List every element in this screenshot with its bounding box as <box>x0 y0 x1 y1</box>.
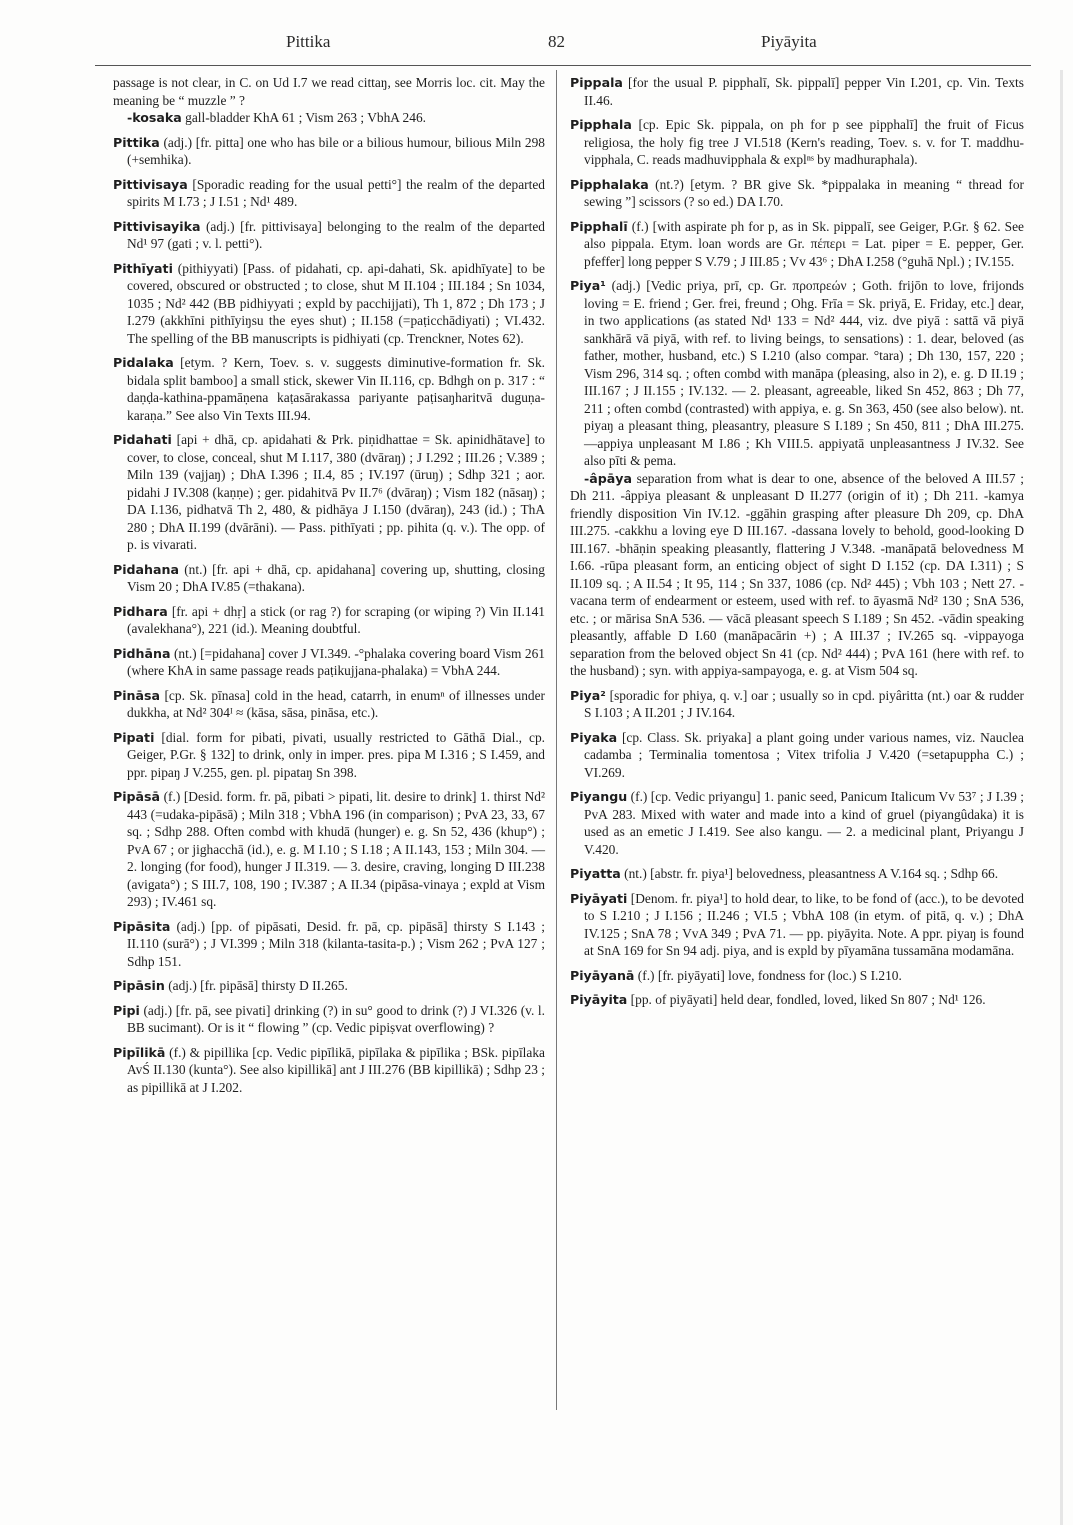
dictionary-entry: Pidhāna (nt.) [=pidahana] cover J VI.349. -°phalaka covering board Vism 261 (where KhA in same passage reads paṭikujjana-phalaka) = VbhA 244. <box>113 645 545 678</box>
headword: Pittivisayika <box>113 218 201 234</box>
dictionary-entry: Piyāyita [pp. of piyāyati] held dear, fondled, loved, liked Sn 807 ; Nd¹ 126. <box>570 992 986 1007</box>
headword: Pittika <box>113 134 160 150</box>
headword: Piyāyanā <box>570 967 635 983</box>
headword: Pināsa <box>113 687 161 703</box>
dictionary-entry: Pittivisayika (adj.) [fr. pittivisaya] belonging to the realm of the departed Nd¹ 97 (gati ; v. l. petti°). <box>113 218 545 251</box>
headword: Piyaka <box>570 729 618 745</box>
column-divider <box>556 70 557 1410</box>
headword: Piyangu <box>570 789 628 804</box>
left-column <box>113 74 545 1103</box>
page-edge-shadow <box>1060 70 1063 1525</box>
left-guide-word: Pittika <box>286 32 331 51</box>
headword: Pidhāna <box>113 645 171 661</box>
dictionary-entry: Piyaka [cp. Class. Sk. priyaka] a plant going under various names, viz. Nauclea cadamba ; Terminalia tomentosa ; Vitex trifolia J V.420 (=setapuppha C.) ; VI.269. <box>570 729 1024 780</box>
headword: Pipphalaka <box>570 176 649 192</box>
dictionary-entry: Pipāsin (adj.) [fr. pipāsā] thirsty D II.265. <box>113 978 348 993</box>
dictionary-entry: Pittivisaya [Sporadic reading for the usual petti°] the realm of the departed spirits M I.73 ; J I.51 ; Nd¹ 489. <box>113 176 545 209</box>
headword: Pidahati <box>113 432 172 447</box>
headword: Pipphalī <box>570 218 628 234</box>
dictionary-entry: Pippala [for the usual P. pipphalī, Sk. pippalī] pepper Vin I.201, cp. Vin. Texts II.46. <box>570 75 1024 108</box>
dictionary-entry: Pidalaka [etym. ? Kern, Toev. s. v. suggests diminutive-formation fr. Sk. bidala split bamboo] a small stick, skewer Vin II.116, cp. Bdhgh on p. 317 : “ daṇḍa-kathina-ppamāṇena kaṭasārakassa pariyante paṭisaŋharitvā duguṇa-karaṇa.” See also Vin Texts III.94. <box>113 355 545 423</box>
right-column <box>570 74 1024 1016</box>
dictionary-entry: Pipphala [cp. Epic Sk. pippala, on ph for p see pipphalī] the fruit of Ficus religiosa, the holy fig tree J VI.518 (Kern's reading, Toev. s. v. for T. maddhu-vipphala, C. reads madhuvipphala & explⁿˢ by madhuraphala). <box>570 117 1024 167</box>
dictionary-entry: Pithīyati (pithiyyati) [Pass. of pidahati, cp. api-dahati, Sk. apidhīyate] to be covered, obscured or obstructed ; to close, shut M II.104 ; III.184 ; Sn 1034, 1035 ; Nd² 442 (BB pidhiyyati ; expld by pacchijjati), Th 1, 872 ; Dh 173 ; J I.279 (akkhīni pithīyiŋsu the eyes shut) ; II.158 (=paṭicchādiyati) ; VI.432. The spelling of the BB manuscripts is pidhiyati (cp. Trenckner, Notes 62). <box>113 260 545 346</box>
headword: Pidalaka <box>113 355 174 370</box>
dictionary-entry: Pidahati [api + dhā, cp. apidahati & Prk. piṇidhattae = Sk. apinidhātave] to cover, to close, conceal, shut M I.117, 380 (dvāraŋ) ; J I.292 ; III.26 ; V.389 ; Miln 139 (vajjaŋ) ; DhA I.396 ; II.4, 85 ; IV.197 (ūruŋ) ; Sdhp 321 ; aor. pidahi J IV.308 (kaṇṇe) ; ger. pidahitvā Pv II.7⁶ (dvāraŋ) ; Vism 182 (nāsaŋ) ; DA I.136, pidhatvā Th 2, 480, & pidhāya J I.150 (dvāraŋ), 243 (id.) ; ThA 280 ; DhA II.199 (dvārāni). — Pass. pithīyati ; pp. pihita (q. v.). The opp. of p. is vivarati. <box>113 432 545 552</box>
dictionary-entry: Pipati [dial. form for pibati, pivati, usually restricted to Gāthā Dial., cp. Geiger, P.Gr. § 132] to drink, only in imper. pres. pipa M I.316 ; S I.459, and ppr. pipaŋ J V.255, gen. pl. pipataŋ Sn 398. <box>113 729 545 780</box>
headword: Piyāyati <box>570 890 628 906</box>
dictionary-entry: Pittika (adj.) [fr. pitta] one who has bile or a bilious humour, bilious Miln 298 (+semhika). <box>113 134 545 167</box>
dictionary-entry: passage is not clear, in C. on Ud I.7 we read cittaŋ, see Morris loc. cit. May the meaning be “ muzzle ” ? <box>113 75 545 108</box>
dictionary-entry: Piya² [sporadic for phiya, q. v.] oar ; usually so in cpd. piyâritta (nt.) oar & rudder S I.103 ; A II.201 ; J IV.164. <box>570 687 1024 720</box>
headword: Pipati <box>113 729 155 745</box>
page-number: 82 <box>548 32 565 51</box>
dictionary-entry: Pipīlikā (f.) & pipillika [cp. Vedic pipīlikā, pipīlaka & pipīlika ; BSk. pipīlaka AvŚ II.130 (kunta°). See also kipillikā] ant J III.276 (BB kipillikā) ; Sdhp 23 ; as pipillikā at J I.202. <box>113 1044 545 1095</box>
headword: Piyāyita <box>570 992 628 1007</box>
dictionary-entry: Pipāsita (adj.) [pp. of pipāsati, Desid. fr. pā, cp. pipāsā] thirsty S I.143 ; II.110 (surā°) ; J VI.399 ; Miln 318 (kilanta-tasita-p.) ; Vism 262 ; PvA 127 ; Sdhp 151. <box>113 918 545 969</box>
dictionary-entry: Pipphalī (f.) [with aspirate ph for p, as in Sk. pippalī, see Geiger, P.Gr. § 62. See also pippala. Etym. loan words are Gr. πέπερι = Lat. piper = E. pepper, Ger. pfeffer] long pepper S V.79 ; J III.85 ; Vv 43⁶ ; DhA I.258 (°guhā Npl.) ; IV.155. <box>570 218 1024 269</box>
headword: Pipīlikā <box>113 1044 166 1060</box>
headword: Pidahana <box>113 561 179 577</box>
headword: Piya² <box>570 687 606 703</box>
dictionary-entry: Piyangu (f.) [cp. Vedic priyangu] 1. panic seed, Panicum Italicum Vv 53⁷ ; J I.39 ; PvA 283. Mixed with water and made into a kind of gruel (piyangûdaka) it is used as an emetic J I.419. See also kangu. — 2. a medicinal plant, Priyangu J V.420. <box>570 789 1024 857</box>
headword: Pipphala <box>570 117 632 132</box>
headword: Piyatta <box>570 866 621 881</box>
headword: Pipāsin <box>113 978 165 993</box>
dictionary-subentry: -âpāya separation from what is dear to one, absence of the beloved A III.57 ; Dh 211. -âppiya pleasant & unpleasant D II.277 (origin of it) ; Dh 211. -kamya friendly disposition Vin IV.12. -ggāhin grasping after pleasure Dh 209, cp. DhA III.275. -cakkhu a loving eye D III.167. -dassana lovely to behold, good-looking D III.167. -bhāṇin speaking pleasantly, flattering J V.348. -manāpatā belovedness M I.66. -rūpa pleasant form, an enticing object of sight D I.152 (cp. DA I.311) ; S II.109 sq. ; A II.54 ; It 95, 114 ; Sn 337, 1086 (cp. Nd² 445) ; Vbh 103 ; Nett 27. -vacana term of endearment or esteem, used with ref. to āyasmā Nd² 130 ; SnA 536, etc. ; or mārisa SnA 536. — vācā pleasant speech S I.189 ; Sn 452. -vādin speaking pleasantly, affable D I.60 (manāpacārin +) ; A III.37 ; IV.265 sq. -vippayoga separation from the beloved object Sn 41 (cp. Nd² 444) ; PvA 161 (here with ref. to the husband) ; syn. with appiya-sampayoga, e. g. at Vism 504 sq. <box>570 470 1024 678</box>
headword: Pippala <box>570 75 623 90</box>
dictionary-entry: Pināsa [cp. Sk. pīnasa] cold in the head, catarrh, in enumⁿ of illnesses under dukkha, at Nd² 304ᴵ ≈ (kāsa, sāsa, pināsa, etc.). <box>113 687 545 720</box>
dictionary-entry: Pidahana (nt.) [fr. api + dhā, cp. apidahana] covering up, shutting, closing Vism 20 ; DhA IV.85 (=thakana). <box>113 561 545 594</box>
dictionary-entry: Pidhara [fr. api + dhṛ] a stick (or rag ?) for scraping (or wiping ?) Vin II.141 (avalekhana°), 221 (id.). Meaning doubtful. <box>113 603 545 636</box>
right-guide-word: Piyāyita <box>761 32 817 51</box>
dictionary-entry: Piyāyati [Denom. fr. piya¹] to hold dear, to like, to be fond of (acc.), to be devoted to S I.210 ; J I.156 ; II.246 ; VI.5 ; VbhA 108 (in etym. of pitā, q. v.) ; DhA IV.125 ; SnA 78 ; VvA 349 ; PvA 71. — pp. piyāyita. Note. A ppr. piyaŋ is found at SnA 169 for Sn 94 adj. piya, and is expld by pīyamāna tussamāna modamāna. <box>570 890 1024 958</box>
dictionary-subentry: -kosaka gall-bladder KhA 61 ; Vism 263 ; VbhA 246. <box>127 110 426 125</box>
headword: Pipi <box>113 1002 140 1018</box>
dictionary-entry: Pipāsā (f.) [Desid. form. fr. pā, pibati > pipati, lit. desire to drink] 1. thirst Nd² 443 (=udaka-pipāsā) ; Miln 318 ; VbhA 196 (in comparison) ; PvA 23, 33, 67 sq. ; Sdhp 288. Often combd with khudā (hunger) e. g. Sn 52, 436 (khup°) ; PvA 67 ; or jighacchā (id.), e. g. M I.10 ; S I.18 ; A II.143, 153 ; Miln 304. — 2. longing (for food), hunger J II.319. — 3. desire, craving, longing D III.238 (avigata°) ; S III.7, 108, 190 ; IV.387 ; A II.34 (pipāsa-vinaya ; expld at Vism 293) ; IV.461 sq. <box>113 789 545 909</box>
header-rule <box>95 65 1031 66</box>
headword: Pidhara <box>113 603 168 619</box>
page-header <box>88 30 1036 58</box>
headword: Piya¹ <box>570 278 606 293</box>
dictionary-entry: Piya¹ (adj.) [Vedic priya, prī, cp. Gr. προπρεών ; Goth. frijōn to love, frijonds loving = E. friend ; Ger. frei, freund ; Ohg. Frīa = Sk. priyā, E. Friday, etc.] dear, in two applications (as stated Nd¹ 133 = Nd² 444, viz. dve piyā : sattā vā piyā sankhārā vā piyā, with ref. to living beings, to sensations) : 1. dear, beloved (as father, mother, husband, etc.) S I.210 (also compar. °tara) ; Dh 130, 157, 220 ; Vism 296, 314 sq. ; often combd with manāpa (pleasing, also in 2), e. g. D II.19 ; III.167 ; J II.155 ; IV.132. — 2. pleasant, agreeable, liked Sn 452, 863 ; Dh 77, 211 ; often combd (contrasted) with appiya, e. g. Sn 363, 450 (see also below). nt. piyaŋ a pleasant thing, pleasantry, pleasure S I.189 ; Sn 450, 811 ; DhA III.275. —appiya unpleasant M I.86 ; Kh VIII.5. appiyatā unpleasantness J IV.32. See also pīti & pema. <box>570 278 1024 468</box>
headword: Pipāsita <box>113 918 171 934</box>
dictionary-entry: Pipphalaka (nt.?) [etym. ? BR give Sk. *pippalaka in meaning “ thread for sewing ”] scissors (? so ed.) DA I.70. <box>570 176 1024 209</box>
headword: Pithīyati <box>113 260 173 276</box>
dictionary-entry: Piyāyanā (f.) [fr. piyāyati] love, fondness for (loc.) S I.210. <box>570 967 902 983</box>
dictionary-entry: Pipi (adj.) [fr. pā, see pivati] drinking (?) in su° good to drink (?) J VI.326 (v. l. BB sucimant). Or is it “ flowing ” (cp. Vedic pipiṣvat overflowing) ? <box>113 1002 545 1035</box>
headword: Pittivisaya <box>113 176 188 192</box>
dictionary-entry: Piyatta (nt.) [abstr. fr. piya¹] belovedness, pleasantness A V.164 sq. ; Sdhp 66. <box>570 866 999 881</box>
headword: Pipāsā <box>113 789 161 804</box>
